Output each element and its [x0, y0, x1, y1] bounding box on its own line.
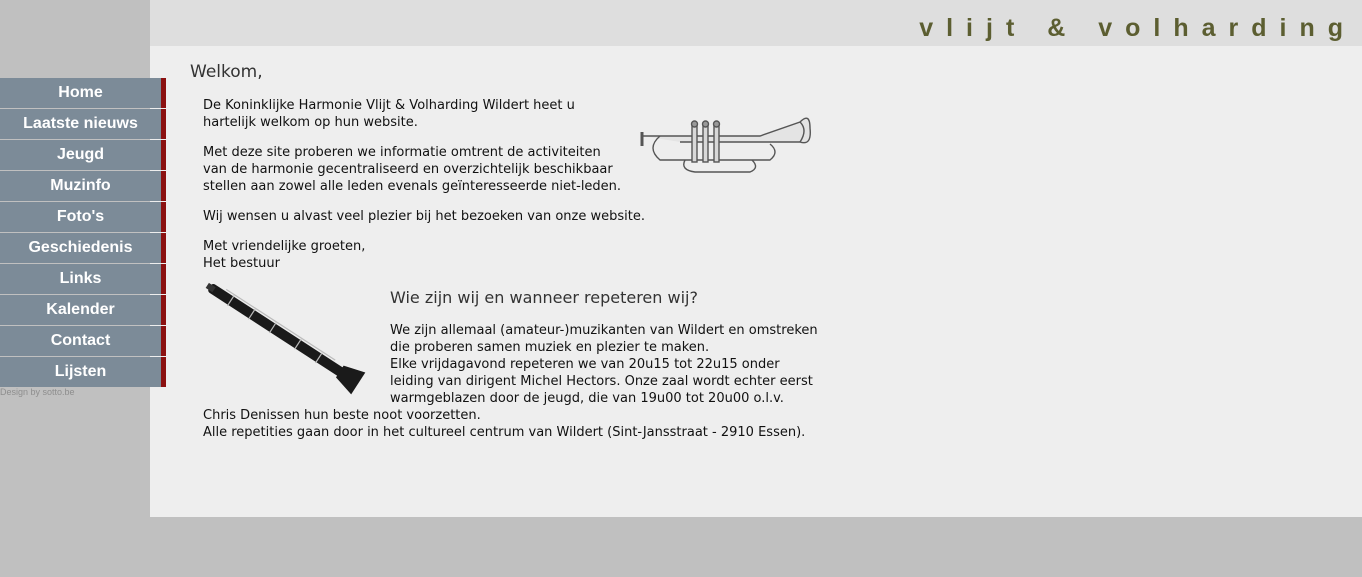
trumpet-image	[640, 108, 815, 180]
info-line-1: Met deze site proberen we informatie omtrent de activiteiten	[203, 145, 601, 160]
clarinet-image	[200, 280, 375, 400]
design-credit-link[interactable]: Design by sotto.be	[0, 387, 75, 397]
page-title: Welkom,	[190, 62, 263, 82]
section-heading: Wie zijn wij en wanneer repeteren wij?	[390, 288, 698, 307]
wish-line: Wij wensen u alvast veel plezier bij het bezoeken van onze website.	[203, 209, 645, 224]
nav-item-contact[interactable]: Contact	[0, 326, 166, 356]
greeting-line: Met vriendelijke groeten,	[203, 239, 366, 254]
about-line-4: leiding van dirigent Michel Hectors. Onze zaal wordt echter eerst	[390, 374, 813, 389]
about-line-1: We zijn allemaal (amateur-)muzikanten van Wildert en omstreken	[390, 323, 818, 338]
header-bar	[150, 0, 1362, 46]
about-line-6: Chris Denissen hun beste noot voorzetten.	[203, 408, 481, 423]
nav-item-lijsten[interactable]: Lijsten	[0, 357, 166, 387]
nav-item-laatste-nieuws[interactable]: Laatste nieuws	[0, 109, 166, 139]
nav-item-links[interactable]: Links	[0, 264, 166, 294]
nav-item-home[interactable]: Home	[0, 78, 166, 108]
site-title: vlijt & volharding	[919, 14, 1356, 42]
main-nav	[0, 78, 166, 388]
nav-item-muzinfo[interactable]: Muzinfo	[0, 171, 166, 201]
info-line-3: stellen aan zowel alle leden evenals geïnteresseerde niet-leden.	[203, 179, 622, 194]
about-line-2: die proberen samen muziek en plezier te maken.	[390, 340, 710, 355]
nav-item-geschiedenis[interactable]: Geschiedenis	[0, 233, 166, 263]
nav-item-jeugd[interactable]: Jeugd	[0, 140, 166, 170]
nav-item-kalender[interactable]: Kalender	[0, 295, 166, 325]
intro-line-2: hartelijk welkom op hun website.	[203, 115, 418, 130]
about-line-7: Alle repetities gaan door in het cultureel centrum van Wildert (Sint-Jansstraat - 2910 Essen).	[203, 425, 806, 440]
about-line-5: warmgeblazen door de jeugd, die van 19u00 tot 20u00 o.l.v.	[390, 391, 784, 406]
info-line-2: van de harmonie gecentraliseerd en overzichtelijk beschikbaar	[203, 162, 613, 177]
about-line-3: Elke vrijdagavond repeteren we van 20u15 tot 22u15 onder	[390, 357, 780, 372]
signature-line: Het bestuur	[203, 256, 280, 271]
intro-line-1: De Koninklijke Harmonie Vlijt & Volharding Wildert heet u	[203, 98, 575, 113]
nav-item-fotos[interactable]: Foto's	[0, 202, 166, 232]
